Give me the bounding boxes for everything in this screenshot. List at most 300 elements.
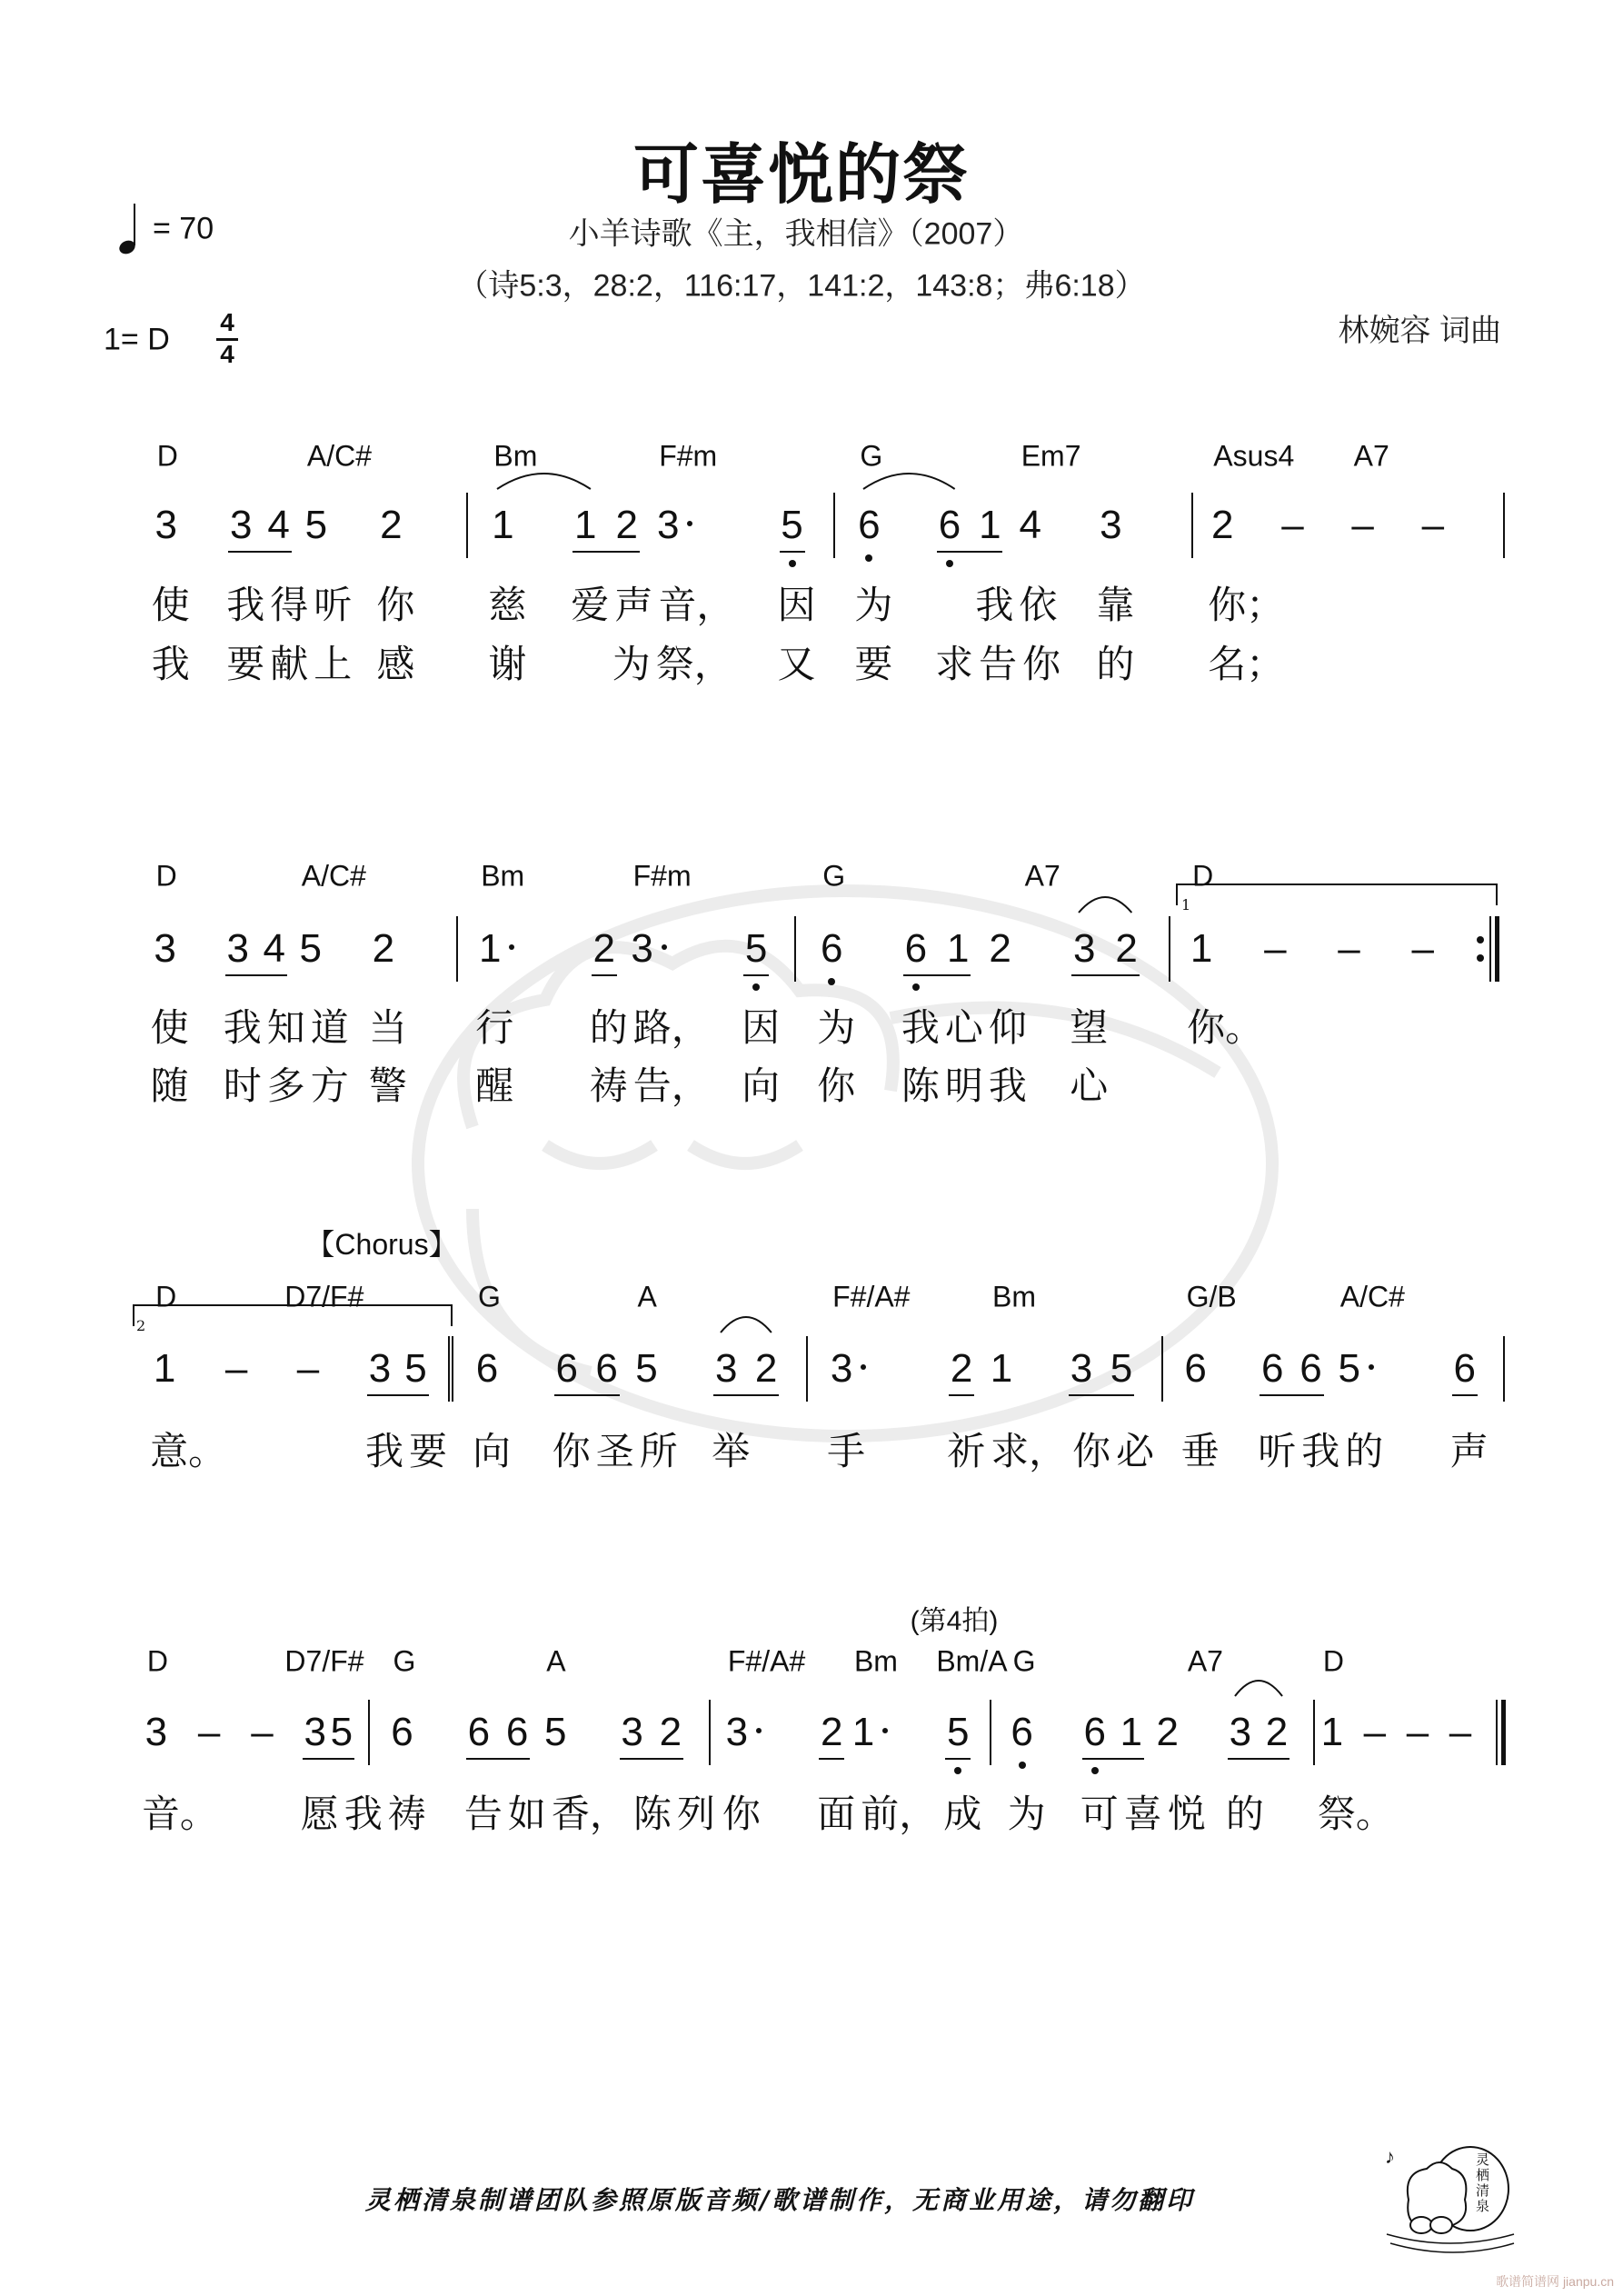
note: 5 (744, 926, 768, 971)
note: 2 (754, 1346, 778, 1391)
octave-low-dot (865, 554, 872, 562)
final-barline-thick (1501, 1700, 1506, 1765)
lyric-char: 当 (368, 1006, 407, 1049)
beat-note-label: (第4拍) (910, 1606, 999, 1636)
chord-symbol: A (546, 1644, 566, 1678)
note: 3 (631, 926, 653, 971)
lyric-char: 列 (676, 1792, 715, 1835)
lyric-char: 悦 (1167, 1792, 1206, 1835)
barline (833, 493, 835, 558)
chord-symbol: G (860, 439, 883, 473)
subtitle: 小羊诗歌《主，我相信》（2007） (568, 216, 1024, 252)
note: 6 (1184, 1346, 1207, 1391)
chord-symbol: Bm (992, 1280, 1037, 1313)
note: 1 (947, 926, 970, 971)
volta-1-tick (1176, 883, 1178, 905)
note: 5 (304, 503, 328, 547)
note: 3 (656, 503, 680, 547)
lyric-char: 又 (777, 643, 816, 685)
lyric-char: 慈 (488, 584, 527, 626)
note: 3 (368, 1346, 392, 1391)
chord-symbol: D7/F# (284, 1280, 364, 1313)
lyric-char: 为 (612, 643, 651, 685)
final-barline-thin (1489, 916, 1491, 982)
dash-note: – (251, 1710, 274, 1754)
note: 2 (659, 1710, 682, 1754)
barline (1313, 1700, 1315, 1765)
note: 6 (467, 1710, 491, 1754)
dash-note: – (1421, 503, 1445, 547)
dash-note: – (1351, 503, 1374, 547)
lyric-char: 警 (368, 1064, 407, 1107)
underline-beam (819, 1758, 844, 1760)
augmentation-dot (861, 1364, 866, 1370)
lyric-char: 为 (854, 584, 893, 626)
chord-symbol: F#m (659, 439, 718, 473)
volta-2-end-tick (451, 1304, 453, 1326)
volta-2-tick (133, 1304, 134, 1326)
chord-symbol: A (637, 1280, 657, 1313)
chord-symbol: D (1192, 859, 1214, 893)
lyric-char: 音， (658, 584, 735, 626)
lyric-char: 愿 (300, 1792, 339, 1835)
note: 1 (1120, 1710, 1142, 1754)
underline-beam (1299, 1394, 1324, 1396)
lyric-char: 你 (1022, 643, 1061, 685)
note: 3 (1073, 926, 1096, 971)
octave-low-dot (1091, 1767, 1099, 1774)
octave-low-dot (1019, 1762, 1026, 1769)
note: 5 (330, 1710, 353, 1754)
chord-symbol: F#m (632, 859, 692, 893)
note: 3 (1070, 1346, 1093, 1391)
lyric-char: 告， (632, 1064, 710, 1107)
note: 1 (1320, 1710, 1344, 1754)
barline (709, 1700, 711, 1765)
lyric-char: 的 (1345, 1430, 1384, 1472)
lyric-char: 我 (975, 584, 1014, 626)
note: 6 (595, 1346, 618, 1391)
note: 6 (1299, 1346, 1322, 1391)
note: 5 (1110, 1346, 1133, 1391)
lyric-char: 声 (614, 584, 653, 626)
barline (1503, 1336, 1505, 1402)
lyric-char: 我 (151, 643, 190, 685)
note: 3 (1100, 503, 1122, 547)
volta-1-bracket (1176, 883, 1497, 885)
octave-low-dot (828, 978, 835, 985)
note: 2 (820, 1710, 843, 1754)
augmentation-dot (687, 521, 692, 526)
lyric-char: 所 (639, 1430, 678, 1472)
double-barline (452, 1336, 453, 1402)
note: 3 (230, 503, 253, 547)
barline (466, 493, 468, 558)
note: 1 (153, 1346, 176, 1391)
lyric-char: 声 (1449, 1430, 1489, 1472)
underline-beam (329, 1758, 354, 1760)
dash-note: – (1281, 503, 1304, 547)
lyric-char: 举 (712, 1430, 751, 1472)
lyric-char: 献 (270, 643, 309, 685)
note: 3 (226, 926, 249, 971)
lyric-char: 心 (1070, 1064, 1109, 1107)
lyric-char: 告 (979, 643, 1018, 685)
tie-arc (717, 1309, 775, 1336)
underline-beam (262, 974, 287, 976)
note: 2 (1156, 1710, 1180, 1754)
underline-beam (592, 974, 617, 976)
augmentation-dot (509, 944, 514, 950)
barline (368, 1700, 370, 1765)
lyric-char: 使 (150, 1006, 189, 1049)
lyric-char: 陈 (901, 1064, 940, 1107)
barline (1169, 916, 1170, 982)
octave-low-dot (954, 1767, 961, 1774)
lyric-char: 时 (223, 1064, 262, 1107)
lyric-char: 香， (551, 1792, 628, 1835)
underline-beam (1114, 974, 1140, 976)
note: 3 (830, 1346, 853, 1391)
lyric-char: 手 (827, 1430, 866, 1472)
lyric-char: 祈 (947, 1430, 986, 1472)
tie-arc (1075, 889, 1135, 916)
svg-text:♪: ♪ (1385, 2145, 1395, 2168)
lyric-char: 你 (1072, 1430, 1111, 1472)
note: 3 (1229, 1710, 1252, 1754)
underline-beam (504, 1758, 530, 1760)
lyric-char: 祷 (589, 1064, 628, 1107)
lyric-char: 要 (226, 643, 265, 685)
chord-symbol: D7/F# (284, 1644, 364, 1678)
chord-symbol: G (822, 859, 846, 893)
lyric-char: 必 (1116, 1430, 1155, 1472)
underline-beam (658, 1758, 683, 1760)
lyric-char: 为 (1007, 1792, 1046, 1835)
underline-beam (614, 551, 640, 553)
note: 6 (391, 1710, 413, 1754)
lyric-char: 我 (223, 1006, 262, 1049)
note: 2 (615, 503, 638, 547)
note: 1 (990, 1346, 1013, 1391)
chord-symbol: A/C# (306, 439, 372, 473)
chord-symbol: G (393, 1644, 416, 1678)
note: 2 (592, 926, 615, 971)
song-title: 可喜悦的祭 (632, 139, 971, 212)
lyric-char: 方 (310, 1064, 349, 1107)
time-signature-bottom: 4 (220, 340, 234, 368)
underline-beam (403, 1394, 429, 1396)
studio-logo (1381, 2136, 1518, 2254)
lyric-char: 告 (463, 1792, 503, 1835)
chord-symbol: D (146, 1644, 168, 1678)
barline (456, 916, 458, 982)
chord-symbol: D (155, 859, 177, 893)
lyric-char: 求， (991, 1430, 1068, 1472)
dash-note: – (197, 1710, 221, 1754)
dash-note: – (1411, 926, 1435, 971)
tempo-value: = 70 (153, 211, 214, 246)
lyric-char: 路， (632, 1006, 710, 1049)
lyric-char: 你 (376, 584, 415, 626)
note: 2 (989, 926, 1011, 971)
note: 3 (715, 1346, 738, 1391)
lyric-char: 仰 (988, 1006, 1027, 1049)
chord-symbol: G/B (1186, 1280, 1237, 1313)
lyric-char: 垂 (1180, 1430, 1220, 1472)
note: 6 (938, 503, 961, 547)
lyric-char: 圣 (595, 1430, 634, 1472)
note: 5 (544, 1710, 567, 1754)
chord-symbol: D (155, 1280, 177, 1313)
lyric-char: 感 (376, 643, 415, 685)
underline-beam (945, 1758, 971, 1760)
chord-symbol: Bm (853, 1644, 898, 1678)
note: 1 (1190, 926, 1213, 971)
lyric-char: 望 (1070, 1006, 1109, 1049)
lyric-char: 多 (266, 1064, 305, 1107)
note: 6 (1260, 1346, 1284, 1391)
barline (1503, 493, 1505, 558)
lyric-char: 爱 (571, 584, 610, 626)
octave-low-dot (789, 560, 796, 567)
final-barline-thick (1495, 916, 1499, 982)
sheep-logo-icon (1381, 2136, 1518, 2254)
dash-note: – (296, 1346, 320, 1391)
note: 3 (144, 1710, 168, 1754)
lyric-char: 你 (552, 1430, 591, 1472)
note: 6 (820, 926, 843, 971)
note: 6 (1011, 1710, 1033, 1754)
lyric-char: 我 (901, 1006, 940, 1049)
note: 5 (635, 1346, 658, 1391)
note: 5 (1338, 1346, 1361, 1391)
note: 6 (555, 1346, 578, 1391)
dash-note: – (1406, 1710, 1429, 1754)
lyric-char: 因 (742, 1006, 781, 1049)
barline (794, 916, 796, 982)
chord-symbol: F#/A# (832, 1280, 911, 1313)
note: 2 (1265, 1710, 1289, 1754)
lyric-char: 名； (1208, 643, 1285, 685)
copyright-notice: 灵栖清泉制谱团队参照原版音频/歌谱制作，无商业用途，请勿翻印 (364, 2185, 1195, 2215)
lyric-char: 陈 (632, 1792, 672, 1835)
note: 5 (404, 1346, 427, 1391)
lyric-char: 因 (777, 584, 816, 626)
lyric-char: 要 (854, 643, 893, 685)
dash-note: – (1363, 1710, 1387, 1754)
lyric-char: 你； (1208, 584, 1285, 626)
underline-beam (753, 1394, 779, 1396)
underline-beam (977, 551, 1002, 553)
author-credit: 林婉容 词曲 (1338, 314, 1501, 348)
octave-low-dot (946, 560, 953, 567)
lyric-char: 靠 (1096, 584, 1135, 626)
volta-1-number: 1 (1181, 896, 1191, 913)
lyric-char: 向 (742, 1064, 781, 1107)
dash-note: – (1449, 1710, 1472, 1754)
tie-arc (860, 465, 959, 493)
note: 3 (621, 1710, 643, 1754)
barline (1161, 1336, 1163, 1402)
lyric-char: 我 (344, 1792, 383, 1835)
note: 6 (1453, 1346, 1476, 1391)
underline-beam (945, 974, 971, 976)
note: 5 (946, 1710, 970, 1754)
chord-symbol: D (1322, 1644, 1344, 1678)
tie-arc (493, 465, 594, 493)
dash-note: – (1338, 926, 1360, 971)
note: 3 (725, 1710, 749, 1754)
chord-symbol: A7 (1353, 439, 1389, 473)
lyric-char: 得 (270, 584, 309, 626)
octave-low-dot (752, 983, 760, 991)
lyric-char: 的 (589, 1006, 628, 1049)
lyric-char: 心 (944, 1006, 983, 1049)
lyric-char: 成 (943, 1792, 982, 1835)
chord-symbol: A/C# (301, 859, 366, 893)
lyric-char: 谢 (488, 643, 527, 685)
note: 1 (574, 503, 597, 547)
note: 3 (304, 1710, 326, 1754)
underline-beam (1119, 1758, 1144, 1760)
note: 1 (851, 1710, 875, 1754)
lyric-char: 上 (314, 643, 353, 685)
site-watermark: 歌谱简谱网 jianpu.cn (1496, 2274, 1614, 2289)
underline-beam (780, 551, 805, 553)
underline-beam (1109, 1394, 1134, 1396)
quarter-note-icon (116, 202, 144, 256)
tie-arc (1231, 1672, 1286, 1700)
note: 6 (475, 1346, 499, 1391)
chord-symbol: D (156, 439, 178, 473)
note: 6 (505, 1710, 529, 1754)
lyric-char: 喜 (1123, 1792, 1162, 1835)
barline (806, 1336, 808, 1402)
key-signature: 1= D (104, 322, 170, 357)
lyric-char: 我 (365, 1430, 404, 1472)
lyric-char: 为 (817, 1006, 856, 1049)
lyric-char: 音。 (141, 1792, 218, 1835)
note: 6 (1083, 1710, 1106, 1754)
chord-symbol: A/C# (1339, 1280, 1405, 1313)
lyric-char: 行 (475, 1006, 514, 1049)
lyric-char: 你 (722, 1792, 761, 1835)
note: 1 (492, 503, 514, 547)
note: 3 (154, 926, 176, 971)
lyric-char: 我 (226, 584, 265, 626)
underline-beam (266, 551, 292, 553)
chord-symbol: Em7 (1021, 439, 1081, 473)
underline-beam (743, 974, 769, 976)
note: 5 (299, 926, 323, 971)
lyric-char: 我 (1301, 1430, 1340, 1472)
volta-1-end-tick (1496, 883, 1498, 905)
repeat-dot (1477, 936, 1484, 943)
dash-note: – (1264, 926, 1287, 971)
final-barline-thin (1496, 1700, 1498, 1765)
chord-symbol: Bm (493, 439, 538, 473)
lyric-char: 你 (817, 1064, 856, 1107)
repeat-dot (1477, 954, 1484, 962)
lyric-char: 如 (507, 1792, 546, 1835)
lyric-char: 听 (1258, 1430, 1297, 1472)
lyric-char: 知 (266, 1006, 305, 1049)
lyric-char: 依 (1019, 584, 1058, 626)
barline (1191, 493, 1193, 558)
augmentation-dot (882, 1728, 888, 1733)
lyric-char: 明 (944, 1064, 983, 1107)
lyric-char: 的 (1225, 1792, 1264, 1835)
chord-symbol: Bm/A (936, 1644, 1008, 1678)
lyric-char: 随 (150, 1064, 189, 1107)
lyric-char: 向 (473, 1430, 512, 1472)
note: 2 (372, 926, 395, 971)
lyric-char: 要 (409, 1430, 448, 1472)
note: 2 (1115, 926, 1138, 971)
chord-symbol: A7 (1024, 859, 1060, 893)
lyric-char: 祭， (655, 643, 732, 685)
note: 3 (154, 503, 177, 547)
note: 4 (263, 926, 285, 971)
note: 2 (380, 503, 403, 547)
lyric-char: 我 (988, 1064, 1027, 1107)
note: 5 (781, 503, 803, 547)
octave-low-dot (912, 983, 920, 991)
underline-beam (949, 1394, 974, 1396)
lyric-char: 祭。 (1317, 1792, 1394, 1835)
dash-note: – (224, 1346, 248, 1391)
augmentation-dot (1369, 1364, 1374, 1370)
underline-beam (1264, 1758, 1289, 1760)
note: 4 (267, 503, 290, 547)
note: 2 (1211, 503, 1234, 547)
time-signature-top: 4 (220, 308, 234, 336)
logo-text: 灵栖清泉 (1476, 2152, 1490, 2214)
lyric-char: 的 (1096, 643, 1135, 685)
chord-symbol: Asus4 (1213, 439, 1295, 473)
lyric-char: 你。 (1187, 1006, 1264, 1049)
lyric-char: 祷 (387, 1792, 426, 1835)
lyric-char: 意。 (150, 1430, 227, 1472)
lyric-char: 面 (817, 1792, 856, 1835)
scripture-references: （诗5:3，28:2，116:17，141:2，143:8；弗6:18） (457, 268, 1146, 304)
chord-symbol: A7 (1187, 1644, 1223, 1678)
note: 4 (1019, 503, 1041, 547)
note: 1 (478, 926, 502, 971)
chord-symbol: F#/A# (727, 1644, 806, 1678)
chord-symbol: Bm (481, 859, 525, 893)
lyric-char: 前， (861, 1792, 938, 1835)
lyric-char: 醒 (475, 1064, 514, 1107)
note: 6 (858, 503, 881, 547)
lyric-char: 听 (314, 584, 353, 626)
underline-beam (1452, 1394, 1478, 1396)
lyric-char: 求 (935, 643, 974, 685)
chord-symbol: G (478, 1280, 501, 1313)
lyric-char: 道 (310, 1006, 349, 1049)
double-barline (448, 1336, 450, 1402)
note: 2 (950, 1346, 973, 1391)
underline-beam (594, 1394, 620, 1396)
note: 1 (979, 503, 1001, 547)
barline (990, 1700, 991, 1765)
lyric-char: 可 (1080, 1792, 1119, 1835)
lyric-char: 使 (151, 584, 190, 626)
note: 6 (904, 926, 928, 971)
augmentation-dot (756, 1728, 762, 1733)
volta-2-number: 2 (136, 1317, 146, 1334)
